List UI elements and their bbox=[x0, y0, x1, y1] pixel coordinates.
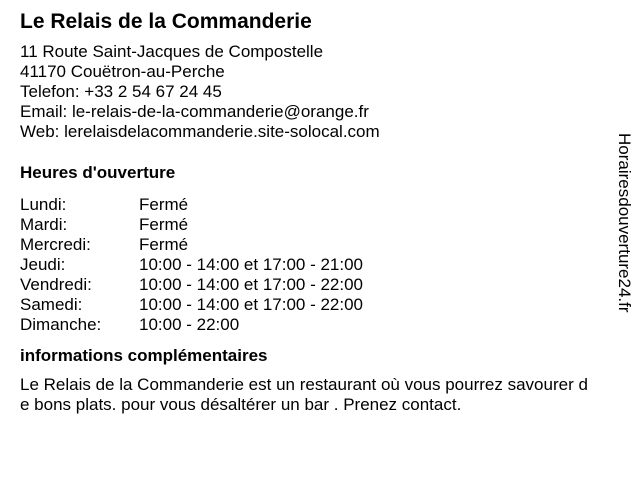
business-card bbox=[20, 10, 600, 415]
hours-value: Fermé bbox=[139, 215, 189, 234]
hours-value: Fermé bbox=[139, 195, 189, 214]
site-watermark: Horairesdouverture24.fr bbox=[615, 133, 634, 313]
hours-value: 10:00 - 22:00 bbox=[139, 315, 240, 334]
hours-row-friday bbox=[20, 275, 363, 295]
opening-hours-heading: Heures d'ouverture bbox=[20, 163, 176, 182]
address-street: 11 Route Saint-Jacques de Compostelle bbox=[20, 42, 324, 61]
additional-info-heading: informations complémentaires bbox=[20, 346, 268, 365]
day-label: Dimanche: bbox=[20, 315, 102, 334]
hours-row-sunday bbox=[20, 315, 363, 335]
hours-row-saturday bbox=[20, 295, 363, 315]
day-label: Lundi: bbox=[20, 195, 67, 214]
contact-block bbox=[20, 42, 600, 142]
additional-info-text: Le Relais de la Commanderie est un restaurant où vous pourrez savourer de bons plats. pour vous désaltérer un bar . Prenez contact. bbox=[20, 375, 588, 414]
email-address: Email: le-relais-de-la-commanderie@orange.fr bbox=[20, 102, 369, 121]
day-label: Mardi: bbox=[20, 215, 68, 234]
hours-value: Fermé bbox=[139, 235, 189, 254]
business-name: Le Relais de la Commanderie bbox=[20, 10, 312, 33]
hours-row-thursday bbox=[20, 255, 363, 275]
day-label: Jeudi: bbox=[20, 255, 66, 274]
opening-hours-table bbox=[20, 195, 363, 335]
hours-value: 10:00 - 14:00 et 17:00 - 21:00 bbox=[139, 255, 364, 274]
day-label: Mercredi: bbox=[20, 235, 91, 254]
hours-row-tuesday bbox=[20, 215, 363, 235]
hours-value: 10:00 - 14:00 et 17:00 - 22:00 bbox=[139, 295, 364, 314]
website-url: Web: lerelaisdelacommanderie.site-solocal.com bbox=[20, 122, 380, 141]
hours-row-monday bbox=[20, 195, 363, 215]
hours-value: 10:00 - 14:00 et 17:00 - 22:00 bbox=[139, 275, 364, 294]
phone-number: Telefon: +33 2 54 67 24 45 bbox=[20, 82, 222, 101]
day-label: Samedi: bbox=[20, 295, 83, 314]
hours-row-wednesday bbox=[20, 235, 363, 255]
day-label: Vendredi: bbox=[20, 275, 92, 294]
address-city: 41170 Couëtron-au-Perche bbox=[20, 62, 225, 81]
